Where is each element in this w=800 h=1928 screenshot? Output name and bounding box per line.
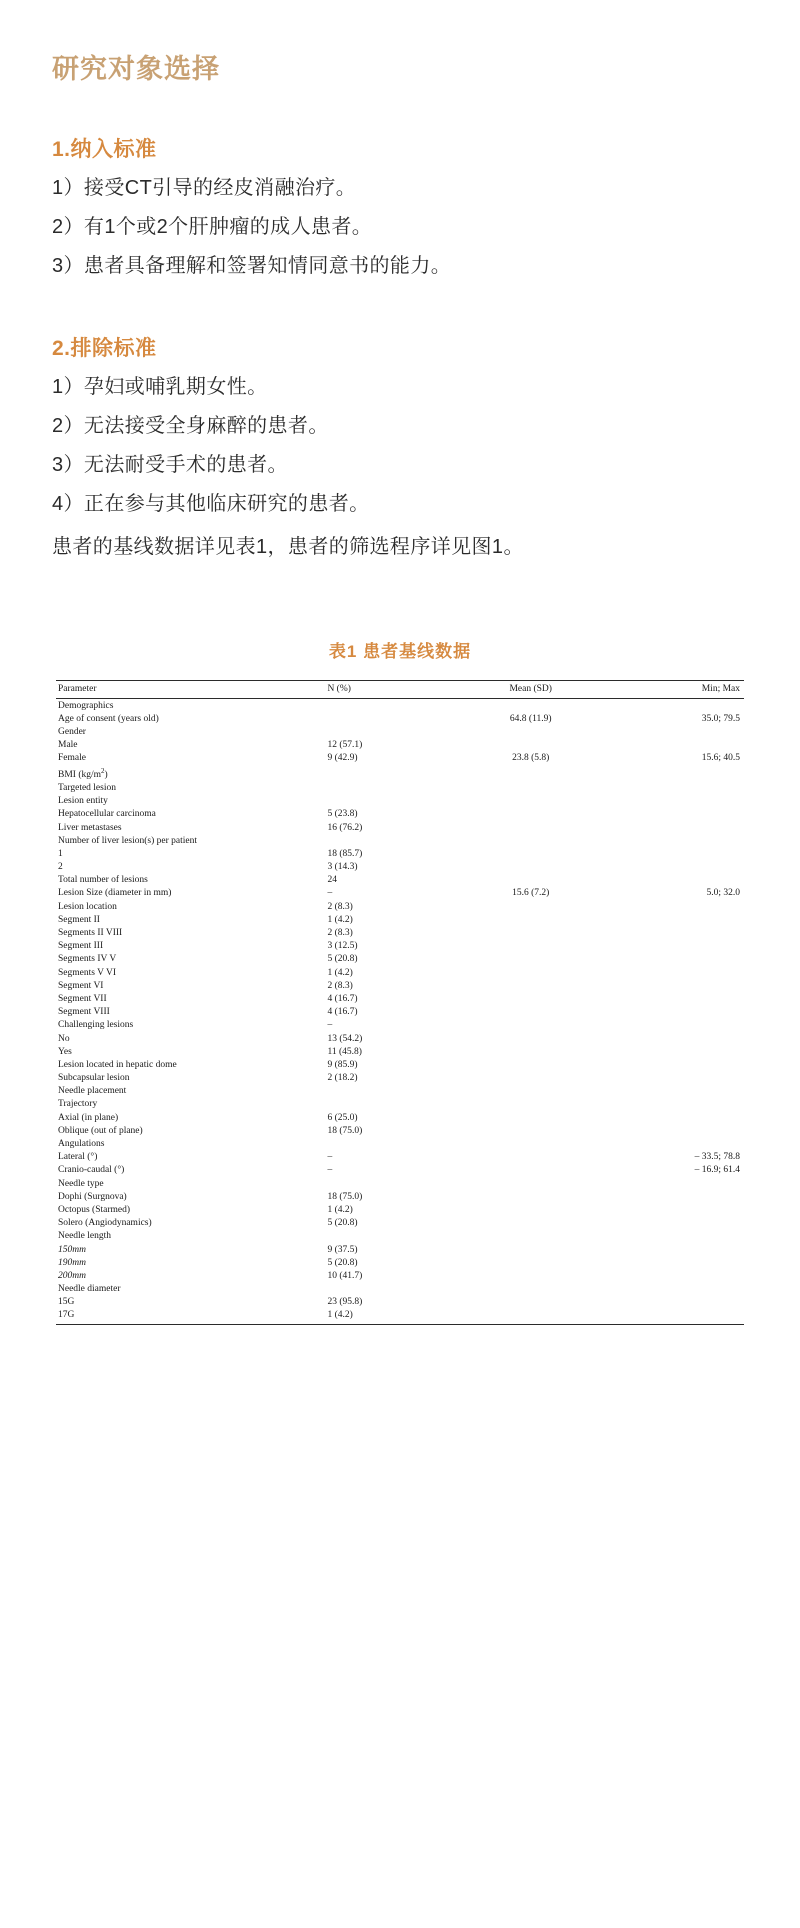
cell-mean [455,1137,606,1150]
cell-parameter: 17G [58,1310,75,1321]
cell-n: – [327,1020,333,1031]
cell-minmax [606,1269,744,1282]
cell-n: 4 (16.7) [327,993,358,1004]
cell-minmax [606,1019,744,1032]
cell-parameter: Subcapsular lesion [58,1073,130,1084]
cell-n: 3 (14.3) [327,862,358,873]
cell-minmax [606,739,744,752]
table-row [56,1296,744,1309]
table-row [56,1006,744,1019]
cell-parameter: Yes [58,1046,72,1057]
column-header-n: N (%) [317,681,455,699]
table-row [56,861,744,874]
list-item: 3）患者具备理解和签署知情同意书的能力。 [52,255,452,278]
cell-n: 5 (20.8) [327,954,358,965]
cell-n: 5 (23.8) [327,809,358,820]
list-item: 1）接受CT引导的经皮消融治疗。 [52,177,357,200]
cell-parameter: Cranio-caudal (°) [58,1165,125,1176]
table-row [56,1269,744,1282]
table-row [56,1177,744,1190]
cell-mean [455,847,606,860]
baseline-data-table [56,680,744,1322]
column-header-minmax: Min; Max [606,681,744,699]
cell-mean [455,926,606,939]
cell-n: 23 (95.8) [327,1297,363,1308]
column-header-parameter: Parameter [56,681,317,699]
cell-minmax [606,913,744,926]
cell-parameter: Dophi (Surgnova) [58,1191,127,1202]
cell-parameter: Needle length [58,1231,112,1242]
cell-minmax [606,1032,744,1045]
cell-mean [455,1269,606,1282]
inclusion-criteria-list [52,169,748,286]
table-row [56,887,744,900]
cell-n: 5 (20.8) [327,1257,358,1268]
table-row [56,1203,744,1216]
table-row [56,1058,744,1071]
cell-parameter: Axial (in plane) [58,1112,119,1123]
table-row [56,725,744,738]
cell-parameter: Demographics [58,700,114,711]
cell-parameter: Segment II [58,914,100,925]
cell-n: 9 (37.5) [327,1244,358,1255]
list-item: 2）有1个或2个肝肿瘤的成人患者。 [52,216,373,239]
cell-n [317,1177,455,1190]
cell-mean [455,953,606,966]
cell-mean [455,1230,606,1243]
cell-parameter: Needle placement [58,1086,127,1097]
cell-minmax: 15.6; 40.5 [701,753,740,764]
cell-n [317,712,455,725]
table-row [56,765,744,781]
table-row [56,795,744,808]
table-row [56,926,744,939]
cell-n: 12 (57.1) [327,740,363,751]
section-heading-exclusion: 2.排除标准 [52,337,157,361]
table-row [56,739,744,752]
cell-mean [455,940,606,953]
cell-mean [455,1256,606,1269]
table-header [56,681,744,699]
cell-minmax [606,808,744,821]
cell-minmax [606,1203,744,1216]
cell-parameter: BMI $(kg/m^2)$ [58,766,108,780]
cell-mean [455,781,606,794]
table-row [56,900,744,913]
cell-minmax [606,834,744,847]
cell-minmax: – 16.9; 61.4 [694,1165,740,1176]
table-row [56,821,744,834]
table-row [56,1190,744,1203]
cell-mean [455,1019,606,1032]
cell-parameter: 190mm [58,1257,86,1268]
cell-parameter: Lesion entity [58,796,108,807]
cell-mean [455,1177,606,1190]
table-row [56,1217,744,1230]
cell-parameter: 15G [58,1297,75,1308]
cell-parameter: Age of consent (years old) [58,713,159,724]
cell-mean [455,1296,606,1309]
cell-n: 18 (75.0) [327,1191,363,1202]
cell-n: – [327,888,333,899]
cell-minmax [606,926,744,939]
cell-parameter: Number of liver lesion(s) per patient [58,835,198,846]
cell-parameter: Male [58,740,78,751]
table-row [56,940,744,953]
list-item: 3）无法耐受手术的患者。 [52,454,288,477]
baseline-table-wrapper [56,680,744,1325]
cell-n [317,725,455,738]
cell-parameter: Total number of lesions [58,875,148,886]
cell-parameter: 200mm [58,1270,86,1281]
table-body [56,699,744,1322]
table-row [56,1098,744,1111]
cell-parameter: Hepatocellular carcinoma [58,809,156,820]
cell-parameter: Needle type [58,1178,104,1189]
cell-parameter: 2 [58,862,63,873]
cell-parameter: Lesion Size (diameter in mm) [58,888,172,899]
cell-n [317,1230,455,1243]
cell-mean: 15.6 (7.2) [512,888,550,899]
cell-mean [455,966,606,979]
table-caption: 表1 患者基线数据 [328,642,472,662]
table-row [56,1151,744,1164]
cell-mean [455,1309,606,1322]
cell-minmax [606,1124,744,1137]
table-row [56,874,744,887]
cell-mean [455,913,606,926]
cell-mean [455,874,606,887]
cell-parameter: Targeted lesion [58,782,116,793]
list-item: 2）无法接受全身麻醉的患者。 [52,415,329,438]
cell-parameter: Segments IV V [58,954,117,965]
cell-minmax: 35.0; 79.5 [701,713,740,724]
cell-mean [455,1032,606,1045]
table-row [56,699,744,713]
table-row [56,979,744,992]
table-row [56,1085,744,1098]
cell-parameter: Female [58,753,86,764]
cell-mean [455,1164,606,1177]
cell-minmax [606,725,744,738]
cell-mean [455,900,606,913]
cell-minmax: 5.0; 32.0 [706,888,740,899]
cell-mean [455,808,606,821]
cell-mean: 64.8 (11.9) [509,713,552,724]
cell-minmax [606,874,744,887]
cell-n [317,1283,455,1296]
closing-paragraph: 患者的基线数据详见表1，患者的筛选程序详见图1。 [52,536,524,559]
cell-minmax [606,1177,744,1190]
table-row [56,808,744,821]
table-row [56,1309,744,1322]
cell-mean [455,1151,606,1164]
cell-minmax [606,847,744,860]
cell-minmax [606,1190,744,1203]
cell-parameter: Needle diameter [58,1284,121,1295]
table-row [56,1256,744,1269]
page-title: 研究对象选择 [52,54,220,84]
cell-n [317,781,455,794]
cell-mean [455,992,606,1005]
cell-mean [455,1243,606,1256]
cell-n: 5 (20.8) [327,1218,358,1229]
cell-mean [455,1203,606,1216]
exclusion-criteria-list [52,368,748,524]
table-row [56,752,744,765]
cell-minmax [606,1045,744,1058]
cell-minmax [606,781,744,794]
table-row [56,1243,744,1256]
cell-minmax [606,1006,744,1019]
cell-parameter: 150mm [58,1244,86,1255]
cell-n: 18 (85.7) [327,848,363,859]
cell-n: 10 (41.7) [327,1270,363,1281]
cell-minmax [606,1085,744,1098]
cell-mean [455,725,606,738]
cell-mean [455,1085,606,1098]
cell-minmax [606,1230,744,1243]
cell-parameter: Oblique (out of plane) [58,1125,143,1136]
cell-n: 1 (4.2) [327,1310,353,1321]
cell-minmax [606,1309,744,1322]
cell-minmax [606,992,744,1005]
table-row [56,1045,744,1058]
cell-n: 1 (4.2) [327,967,353,978]
cell-minmax [606,861,744,874]
cell-minmax [606,765,744,781]
table-row [56,1111,744,1124]
cell-minmax [606,1098,744,1111]
cell-n [317,765,455,781]
table-row [56,1032,744,1045]
cell-n: 2 (8.3) [327,980,353,991]
cell-minmax [606,1058,744,1071]
cell-parameter: 1 [58,848,63,859]
cell-mean [455,1124,606,1137]
cell-n [317,1098,455,1111]
cell-minmax [606,1296,744,1309]
cell-n: 2 (18.2) [327,1073,358,1084]
table-row [56,966,744,979]
list-item: 4）正在参与其他临床研究的患者。 [52,493,370,516]
cell-n: 4 (16.7) [327,1007,358,1018]
cell-n: 16 (76.2) [327,822,363,833]
cell-minmax [606,1217,744,1230]
cell-mean [455,765,606,781]
cell-mean [455,1006,606,1019]
table-row [56,1124,744,1137]
cell-mean [455,1111,606,1124]
cell-parameter: Trajectory [58,1099,98,1110]
cell-minmax [606,1137,744,1150]
cell-n: 2 (8.3) [327,928,353,939]
cell-parameter: Angulations [58,1139,105,1150]
cell-minmax [606,1072,744,1085]
cell-n: 2 (8.3) [327,901,353,912]
cell-mean [455,699,606,713]
cell-minmax [606,1111,744,1124]
cell-mean [455,1098,606,1111]
cell-n [317,1085,455,1098]
cell-parameter: Lateral (°) [58,1152,98,1163]
cell-parameter: Segment III [58,941,104,952]
cell-n: – [327,1165,333,1176]
cell-n: 9 (42.9) [327,753,358,764]
cell-minmax [606,953,744,966]
cell-n: 6 (25.0) [327,1112,358,1123]
cell-mean [455,861,606,874]
cell-minmax [606,1283,744,1296]
cell-n: 3 (12.5) [327,941,358,952]
cell-mean [455,1283,606,1296]
cell-n: – [327,1152,333,1163]
table-row [56,1019,744,1032]
cell-minmax [606,1256,744,1269]
table-header-row [56,681,744,699]
cell-parameter: Segment VI [58,980,104,991]
table-row [56,953,744,966]
cell-minmax [606,979,744,992]
table-row [56,913,744,926]
cell-minmax [606,1243,744,1256]
cell-parameter: Segments II VIII [58,928,123,939]
cell-minmax [606,821,744,834]
cell-parameter: Liver metastases [58,822,122,833]
cell-n: 24 [327,875,337,886]
list-item: 1）孕妇或哺乳期女性。 [52,376,268,399]
table-bottom-rule [56,1324,744,1325]
cell-mean [455,1045,606,1058]
table-row [56,781,744,794]
cell-n [317,834,455,847]
cell-n [317,795,455,808]
table-row [56,992,744,1005]
cell-parameter: Solero (Angiodynamics) [58,1218,152,1229]
cell-minmax: – 33.5; 78.8 [694,1152,740,1163]
cell-parameter: No [58,1033,70,1044]
cell-minmax [606,795,744,808]
table-row [56,1072,744,1085]
cell-mean [455,1190,606,1203]
cell-n: 1 (4.2) [327,1204,353,1215]
cell-parameter: Lesion location [58,901,117,912]
cell-n: 1 (4.2) [327,914,353,925]
cell-parameter: Challenging lesions [58,1020,134,1031]
cell-parameter: Lesion located in hepatic dome [58,1059,177,1070]
cell-n: 11 (45.8) [327,1046,362,1057]
column-header-mean: Mean (SD) [455,681,606,699]
cell-parameter: Segment VIII [58,1007,110,1018]
cell-mean [455,795,606,808]
table-row [56,1164,744,1177]
cell-n: 9 (85.9) [327,1059,358,1070]
cell-n: 13 (54.2) [327,1033,363,1044]
cell-mean [455,739,606,752]
cell-minmax [606,940,744,953]
table-row [56,834,744,847]
table-row [56,712,744,725]
cell-n [317,699,455,713]
cell-mean [455,834,606,847]
cell-n: 18 (75.0) [327,1125,363,1136]
cell-mean: 23.8 (5.8) [512,753,550,764]
cell-minmax [606,900,744,913]
table-row [56,1230,744,1243]
cell-mean [455,1072,606,1085]
cell-parameter: Octopus (Starmed) [58,1204,131,1215]
cell-mean [455,979,606,992]
table-row [56,1283,744,1296]
cell-n [317,1137,455,1150]
cell-mean [455,1217,606,1230]
table-row [56,1137,744,1150]
cell-parameter: Gender [58,727,86,738]
table-row [56,847,744,860]
cell-minmax [606,966,744,979]
cell-parameter: Segments V VI [58,967,117,978]
section-heading-inclusion: 1.纳入标准 [52,138,157,162]
cell-mean [455,1058,606,1071]
cell-parameter: Segment VII [58,993,107,1004]
cell-minmax [606,699,744,713]
cell-mean [455,821,606,834]
